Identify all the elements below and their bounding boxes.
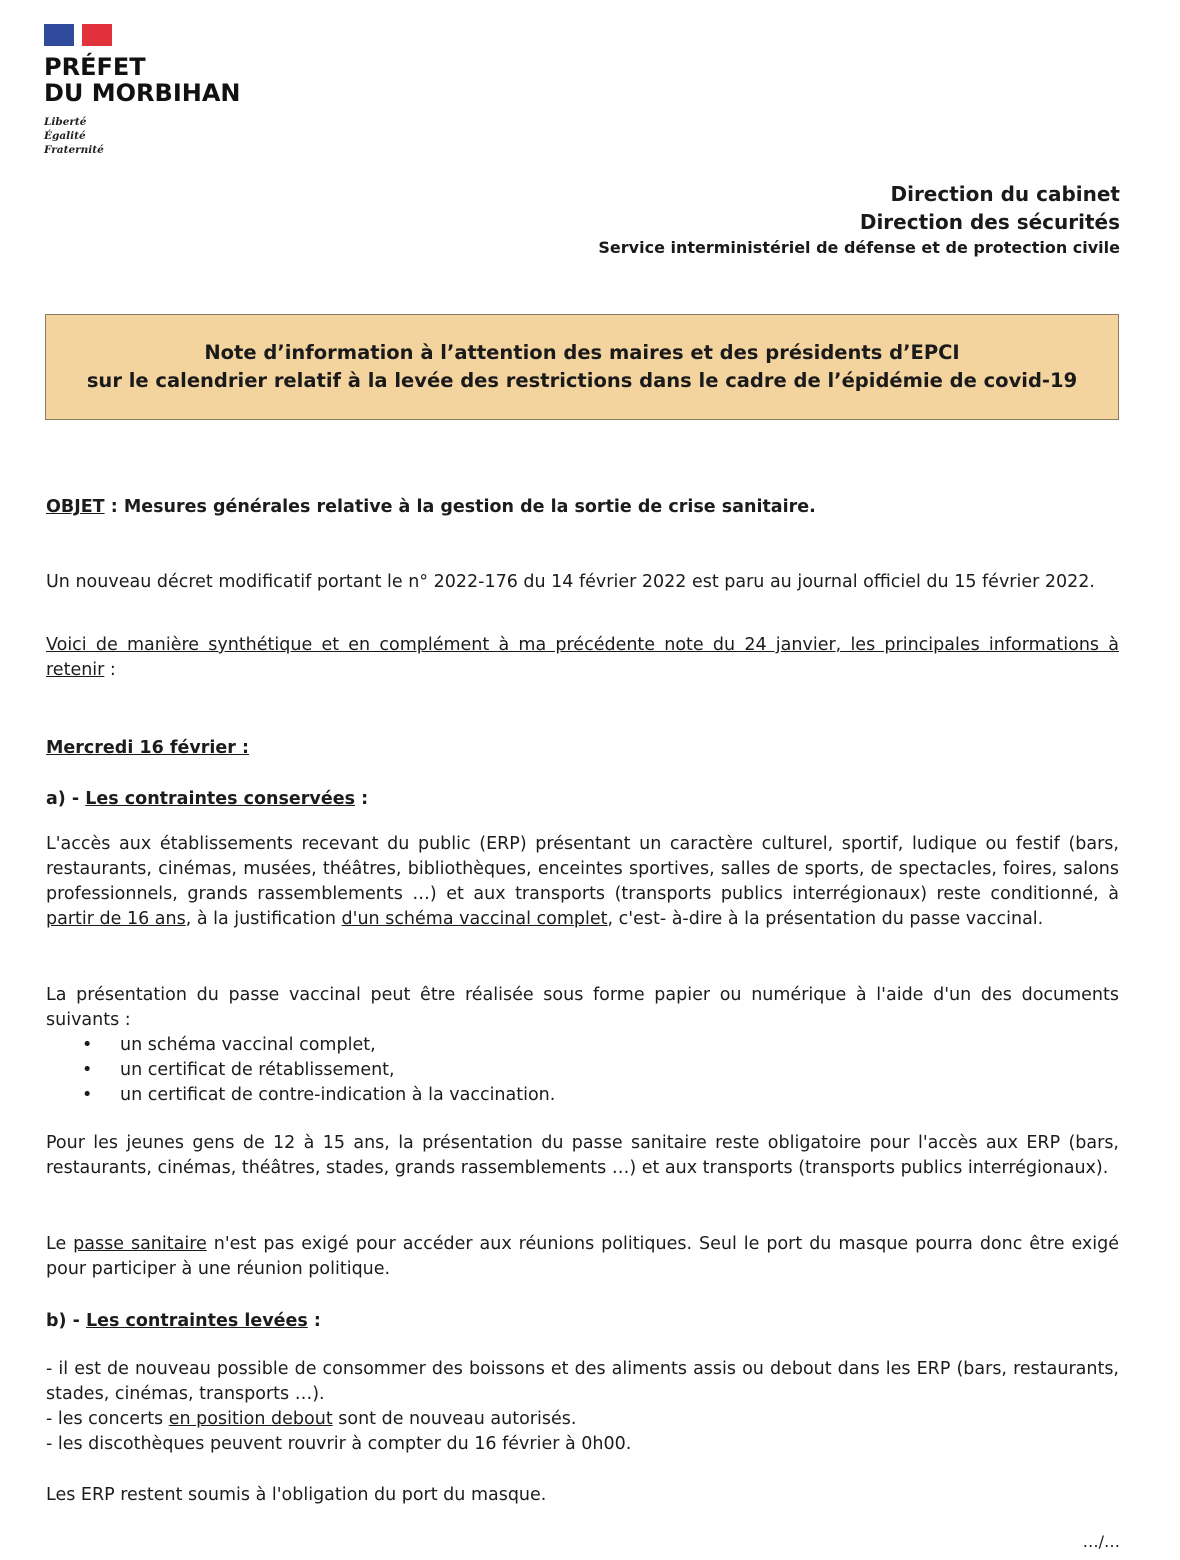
underlined-age: partir de 16 ans	[46, 909, 186, 929]
section-a-suffix: :	[355, 789, 369, 809]
intro-paragraph-2-text: Voici de manière synthétique et en complément à ma précédente note du 24 janvier, les principales informations à retenir	[46, 635, 1119, 680]
section-b-line-2	[46, 1407, 1119, 1432]
section-a-paragraph-3: Pour les jeunes gens de 12 à 15 ans, la présentation du passe sanitaire reste obligatoire pour l'accès aux ERP (bars, restaurants, cinémas, théâtres, stades, grands rassemblements …) et aux transports (transports publics interrégionaux).	[46, 1133, 1119, 1178]
note-title-box	[45, 314, 1119, 420]
objet-text: Mesures générales relative à la gestion de la sortie de crise sanitaire.	[123, 497, 816, 517]
text-span: n'est pas exigé pour accéder aux réunions politiques. Seul le port du masque pourra donc être exigé pour participer à une réunion politique.	[46, 1234, 1120, 1279]
section-a-prefix: a) -	[46, 789, 86, 809]
underlined-debout: en position debout	[168, 1409, 333, 1429]
motto-fraternite: Fraternité	[44, 144, 104, 156]
underlined-passe: passe sanitaire	[73, 1234, 207, 1254]
continued-marker: …/…	[1082, 1532, 1120, 1551]
prefet-line-2: DU MORBIHAN	[44, 79, 241, 107]
text-span: , à la justification	[185, 909, 342, 929]
objet-label: OBJET	[46, 497, 105, 517]
note-title-line-1: Note d’information à l’attention des maires et des présidents d’EPCI	[204, 341, 960, 364]
text-span: , c'est- à-dire à la présentation du passe vaccinal.	[607, 909, 1044, 929]
list-item: • un certificat de contre-indication à la vaccination.	[46, 1083, 1119, 1108]
motto-liberte: Liberté	[44, 116, 87, 128]
prefet-line-1: PRÉFET	[44, 53, 146, 81]
section-b-closing: Les ERP restent soumis à l'obligation du port du masque.	[46, 1485, 547, 1505]
section-b-suffix: :	[307, 1311, 321, 1331]
intro-paragraph-1: Un nouveau décret modificatif portant le n° 2022-176 du 14 février 2022 est paru au journal officiel du 15 février 2022.	[46, 572, 1095, 592]
section-b-prefix: b) -	[46, 1311, 86, 1331]
section-b-line-1: - il est de nouveau possible de consommer des boissons et des aliments assis ou debout dans les ERP (bars, restaurants, stades, cinémas, transports …).	[46, 1359, 1119, 1404]
section-a-paragraph-4	[46, 1232, 1119, 1282]
section-b-heading	[46, 1309, 1119, 1334]
section-a-title: Les contraintes conservées	[85, 789, 355, 809]
text-span: sont de nouveau autorisés.	[332, 1409, 577, 1429]
list-item: • un schéma vaccinal complet,	[46, 1033, 1119, 1058]
section-a-paragraph-1	[46, 832, 1119, 932]
underlined-schema: d'un schéma vaccinal complet	[341, 909, 608, 929]
service-line-1: Direction du cabinet	[890, 182, 1120, 206]
note-title-line-2: sur le calendrier relatif à la levée des restrictions dans le cadre de l’épidémie de covid-19	[86, 369, 1078, 392]
service-line-3: Service interministériel de défense et de protection civile	[598, 238, 1120, 257]
section-b-title: Les contraintes levées	[85, 1311, 308, 1331]
prefecture-name	[44, 54, 241, 106]
section-a-heading	[46, 787, 1119, 812]
intro-paragraph-2-end: :	[104, 660, 116, 680]
service-line-2: Direction des sécurités	[859, 210, 1120, 234]
section-a-paragraph-2: La présentation du passe vaccinal peut être réalisée sous forme papier ou numérique à l'aide d'un des documents suivants :	[46, 985, 1119, 1030]
text-span: Le	[46, 1234, 74, 1254]
section-date-heading: Mercredi 16 février :	[46, 738, 249, 758]
text-span: L'accès aux établissements recevant du public (ERP) présentant un caractère culturel, sportif, ludique ou festif (bars, restaurants, cinémas, musées, théâtres, bibliothèques, enceintes sportives, salles de sports, de spectacles, foires, salons professionnels, grands rassemblements …) et aux transports (transports publics interrégionaux) reste conditionné, à	[46, 834, 1119, 904]
motto-egalite: Égalité	[44, 130, 86, 142]
documents-list	[46, 1033, 1119, 1108]
intro-paragraph-2	[46, 633, 1119, 683]
objet-separator: :	[104, 497, 124, 517]
republic-motto	[44, 115, 104, 157]
list-item: • un certificat de rétablissement,	[46, 1058, 1119, 1083]
section-b-line-3: - les discothèques peuvent rouvrir à compter du 16 février à 0h00.	[46, 1434, 632, 1454]
issuing-service	[598, 180, 1120, 260]
marianne-logo	[44, 24, 112, 46]
text-span: - les concerts	[46, 1409, 169, 1429]
objet-line	[46, 495, 1119, 520]
